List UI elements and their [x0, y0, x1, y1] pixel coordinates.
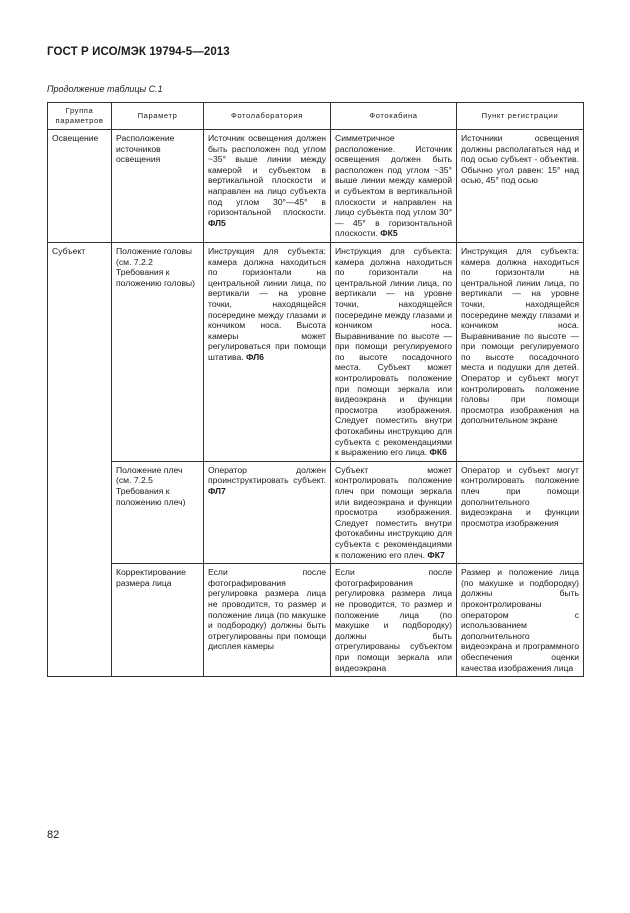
column-header-parameter: Параметр — [112, 103, 204, 130]
photobooth-cell — [331, 242, 457, 461]
registration-text: Инструкция для субъекта: камера должна находиться по горизонтали на центральной линии лица, по вертикали — на уровне точки, находящейся посередине между глазами и кончиком носа. Выравнивание по высоте — при помощи регулируемого по высоте посадочного места и подушки для детей. Оператор и субъект могут контролировать положение головы при помощи просмотра изображения на дополнительном экране — [461, 245, 579, 426]
parameter-label: Положение головы (см. 7.2.2 Требования к положению головы) — [116, 245, 195, 288]
registration-text: Размер и положение лица (по макушке и подбородку) должны быть проконтролированы оператором с использованием дополнительного видеоэкрана и программного обеспечения оценки качества изображения лица — [461, 567, 579, 673]
photobooth-text: Симметричное расположение. Источник освещения должен быть расположен под углом ~35° выше линии между камерой и субъектом в вертикальной плоскости и направлен на лицо субъекта под углом 30° — 45° в горизонтальной плоскости. — [335, 133, 452, 239]
group-cell — [48, 130, 112, 243]
registration-text: Оператор и субъект могут контролировать положение плеч при помощи дополнительного видеоэкрана и функции просмотра изображения — [461, 464, 579, 528]
column-header-photolab: Фотолаборатория — [204, 103, 331, 130]
photolab-code: ФЛ7 — [208, 486, 226, 496]
parameter-cell — [112, 130, 204, 243]
table-row — [48, 564, 584, 677]
table-caption: Продолжение таблицы С.1 — [47, 84, 163, 94]
document-header: ГОСТ Р ИСО/МЭК 19794-5—2013 — [47, 46, 230, 58]
photolab-cell — [204, 242, 331, 461]
photobooth-text: Если после фотографирования регулировка размера лица не проводится, то размер и положение лица (по макушке и подбородку) должны быть отрегулированы субъектом при помощи зеркала или видеоэкрана — [335, 567, 452, 673]
parameter-label: Расположение источников освещения — [116, 133, 175, 165]
parameters-table — [47, 102, 584, 677]
table-row — [48, 242, 584, 461]
registration-cell — [457, 242, 584, 461]
photolab-text: Оператор должен проинструктировать субъект. — [208, 464, 326, 486]
group-label: Освещение — [52, 133, 99, 143]
registration-cell — [457, 564, 584, 677]
photobooth-text: Субъект может контролировать положение плеч при помощи зеркала или видеоэкрана и функции просмотра изображения. Следует поместить внутри фотокабины инструкцию для субъекта с рекомендациями к положению его плеч. — [335, 464, 452, 560]
photobooth-code: ФК5 — [380, 228, 398, 239]
photolab-text: Источник освещения должен быть расположен под углом ~35° выше линии между камерой и субъектом в вертикальной плоскости и направлен на лицо субъекта под углом 30°—45° в горизонтальной плоскости. — [208, 133, 326, 218]
photolab-cell — [204, 564, 331, 677]
photobooth-code: ФК7 — [427, 549, 445, 560]
column-header-group: Группа параметров — [48, 103, 112, 130]
photobooth-cell — [331, 564, 457, 677]
photobooth-text: Инструкция для субъекта: камера должна находиться по горизонтали на центральной линии лица, по вертикали — на уровне точки, находящейся посередине между глазами и кончиком носа. Выравнивание по высоте — при помощи регулируемого по высоте посадочного места. Субъект может контролировать положение при помощи зеркала или видеоэкрана и функции просмотра изображения. Следует поместить внутри фотокабины инструкцию для субъекта с рекомендациями к выражению его лица. — [335, 245, 452, 458]
table-row — [48, 461, 584, 563]
column-header-photobooth: Фотокабина — [331, 103, 457, 130]
parameter-cell — [112, 564, 204, 677]
photobooth-cell — [331, 461, 457, 563]
table-row — [48, 130, 584, 243]
photolab-cell — [204, 130, 331, 243]
group-label: Субъект — [52, 245, 86, 256]
parameter-label: Корректирование размера лица — [116, 567, 186, 588]
photobooth-code: ФК6 — [429, 447, 447, 458]
photolab-code: ФЛ6 — [246, 351, 264, 362]
parameter-cell — [112, 242, 204, 461]
registration-text: Источники освещения должны располагаться над и под осью субъект - объектив. Обычно угол равен: 15° над осью, 45° под осью — [461, 133, 579, 186]
column-header-registration: Пункт регистрации — [457, 103, 584, 130]
parameter-label: Положение плеч (см. 7.2.5 Требования к положению плеч) — [116, 464, 186, 507]
registration-cell — [457, 130, 584, 243]
group-cell — [48, 242, 112, 676]
page-number: 82 — [47, 829, 60, 841]
table-header-row — [48, 103, 584, 130]
photolab-text: Инструкция для субъекта: камера должна находиться по горизонтали на центральной линии лица, по вертикали — на уровне точки, находящейся посередине между глазами и кончиком носа. Высота камеры может регулироваться при помощи штатива. — [208, 245, 326, 362]
parameter-cell — [112, 461, 204, 563]
photolab-code: ФЛ5 — [208, 217, 226, 228]
photolab-text: Если после фотографирования регулировка размера лица не проводится, то размер и положение лица (по макушке и подбородку) должны быть отрегулированы при помощи дисплея камеры — [208, 567, 326, 652]
photolab-cell — [204, 461, 331, 563]
registration-cell — [457, 461, 584, 563]
photobooth-cell — [331, 130, 457, 243]
